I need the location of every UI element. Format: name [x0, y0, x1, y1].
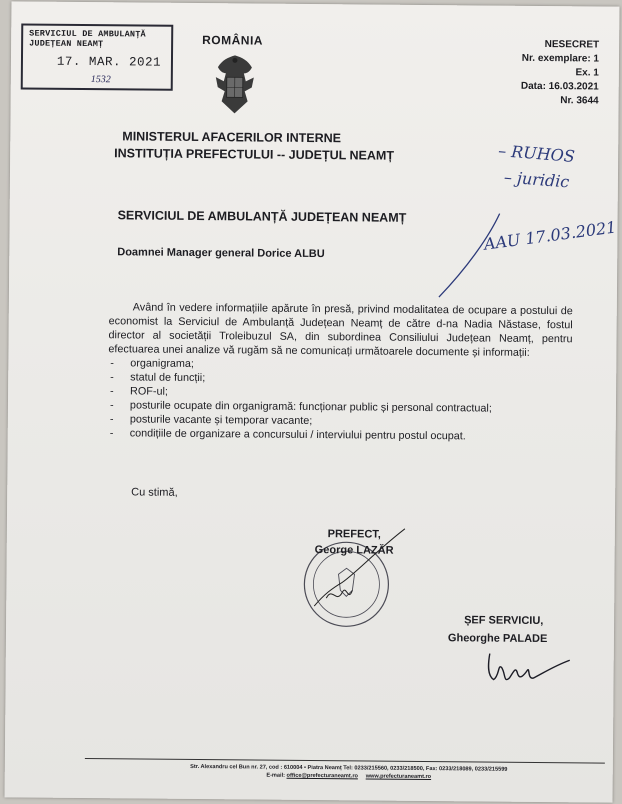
document-number: Nr. 3644 [560, 95, 599, 107]
chief-signature-icon [483, 646, 573, 691]
recipient-addressee: Doamnei Manager general Dorice ALBU [117, 246, 325, 261]
handwritten-note-1: – RUHOS [497, 140, 576, 166]
chief-title: ȘEF SERVICIU, [464, 614, 544, 628]
list-item: - posturile ocupate din organigramă: funcționar public și personal contractual; [108, 398, 572, 416]
list-item: - condițiile de organizare a concursului / interviului pentru postul ocupat. [108, 426, 572, 444]
stamp-line-2: JUDEȚEAN NEAMȚ [29, 38, 104, 50]
body-paragraph: Având în vedere informațiile apărute în presă, privind modalitatea de ocupare a postului de economist la Serviciul de Ambulanță Județean Neamț de către d-na Nadia Năstase, fostul director al societății Troleibuzul SA, din subordinea Consiliului Județean Neamț, pentru efectuarea unei analize vă rugăm să ne comunicați următoarele documente și informații: [108, 301, 573, 359]
copy-number: Ex. 1 [575, 67, 599, 79]
coat-of-arms-icon [209, 51, 260, 117]
footer-email-label: E-mail: [266, 772, 286, 779]
handwritten-stroke-icon [429, 205, 510, 306]
prefect-name: George LAZĂR [314, 544, 394, 557]
registration-stamp [21, 23, 174, 90]
classification-label: NESECRET [544, 39, 600, 51]
prefect-signature-block [315, 526, 394, 559]
list-item: - statul de funcții; [108, 370, 572, 388]
list-item: - organigrama; [108, 356, 572, 374]
letter-body [108, 300, 573, 444]
institution-name: INSTITUȚIA PREFECTULUI -- JUDEȚUL NEAMȚ [114, 146, 395, 163]
reference-block [521, 38, 599, 109]
stamp-date: 17. MAR. 2021 [56, 54, 162, 70]
footer-website-link[interactable]: www.prefecturaneamt.ro [365, 773, 432, 781]
prefect-title: PREFECT, [327, 528, 381, 541]
institution-heading [114, 128, 394, 164]
stamp-line-1: SERVICIUL DE AMBULANȚĂ [29, 28, 146, 40]
closing-salutation: Cu stimă, [131, 486, 178, 499]
country-name: ROMÂNIA [202, 33, 264, 48]
copies-count: Nr. exemplare: 1 [521, 52, 600, 65]
chief-signature-block [448, 611, 548, 648]
handwritten-note-3: AAU 17.03.2021 [482, 217, 618, 254]
requested-documents-list [108, 356, 573, 444]
document-page [5, 1, 620, 802]
footer-email-link[interactable]: office@prefecturaneamt.ro [286, 772, 358, 780]
list-item: - posturile vacante și temporar vacante; [108, 412, 572, 430]
chief-name: Gheorghe PALADE [447, 632, 548, 646]
handwritten-note-2: – juridic [503, 167, 571, 192]
document-date: Data: 16.03.2021 [520, 80, 599, 93]
ministry-name: MINISTERUL AFACERILOR INTERNE [122, 129, 342, 146]
footer [89, 762, 609, 783]
stamp-number: 1532 [90, 74, 111, 86]
recipient-service: SERVICIUL DE AMBULANȚĂ JUDEȚEAN NEAMȚ [117, 208, 407, 225]
footer-address: Str. Alexandru cel Bun nr. 27, cod : 610004 • Piatra Neamț Tel: 0233/215560, 0233/218500, Fax: 0233/218089, 0233/215599 [190, 763, 508, 773]
list-item: - ROF-ul; [108, 384, 572, 402]
